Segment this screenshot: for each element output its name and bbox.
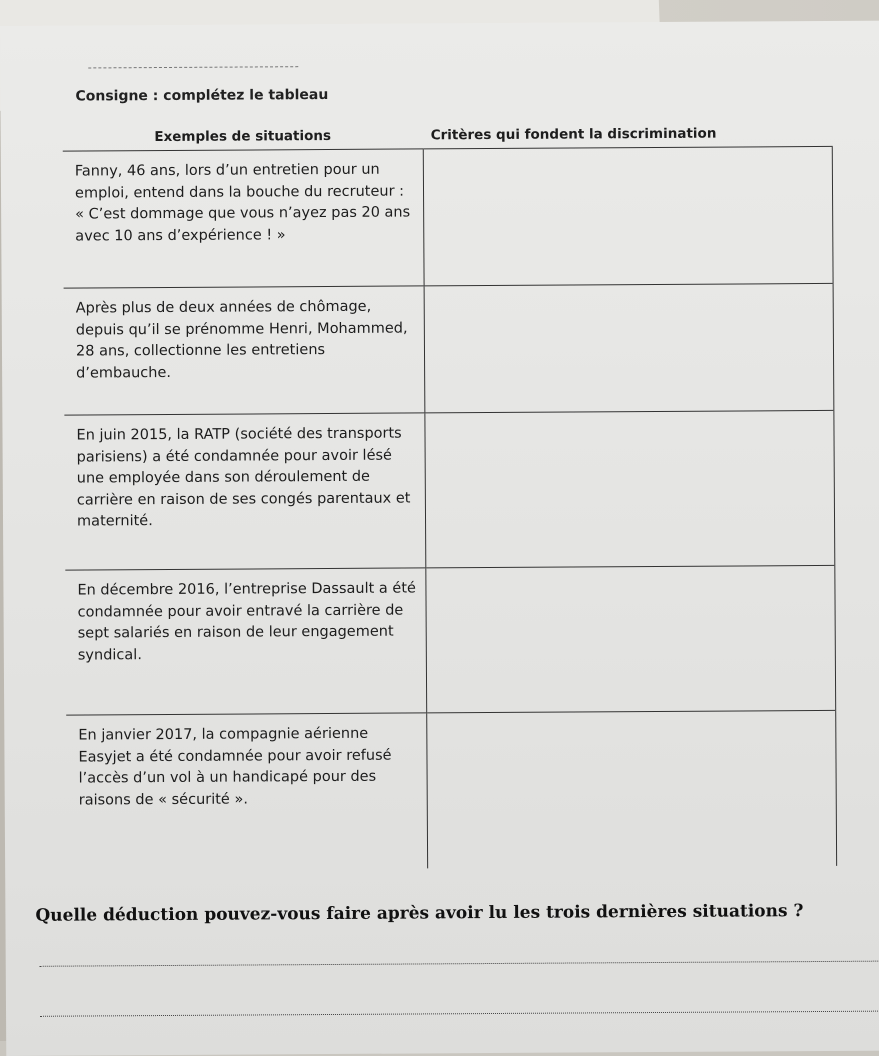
instruction-text: Consigne : complétez le tableau bbox=[75, 86, 329, 105]
table-row bbox=[64, 283, 834, 415]
table-row bbox=[66, 710, 836, 870]
critere-cell[interactable] bbox=[424, 410, 834, 567]
header-criteres: Critères qui fondent la discrimination bbox=[423, 120, 833, 149]
situation-cell: En juin 2015, la RATP (société des transports parisiens) a été condamnée pour avoir lésé une employée dans son déroulement de carrière en raison de ses congés parentaux et maternité. bbox=[64, 413, 425, 570]
critere-cell[interactable] bbox=[425, 565, 835, 712]
critere-cell[interactable] bbox=[426, 710, 836, 867]
table-row bbox=[63, 146, 833, 288]
top-dashed-line bbox=[88, 66, 298, 68]
discrimination-table bbox=[63, 120, 838, 870]
table-row bbox=[64, 410, 834, 570]
situation-cell: Fanny, 46 ans, lors d’un entretien pour un emploi, entend dans la bouche du recruteur : « C’est dommage que vous n’ayez pas 20 ans avec 10 ans d’expérience ! » bbox=[63, 149, 424, 288]
header-situations: Exemples de situations bbox=[63, 122, 423, 151]
answer-line[interactable] bbox=[40, 1011, 879, 1017]
situation-cell: En décembre 2016, l’entreprise Dassault a été condamnée pour avoir entravé la carrière de sept salariés en raison de leur engagement syndical. bbox=[65, 568, 426, 715]
situation-cell: Après plus de deux années de chômage, depuis qu’il se prénomme Henri, Mohammed, 28 ans, collectionne les entretiens d’embauche. bbox=[64, 286, 425, 415]
answer-line[interactable] bbox=[40, 961, 879, 967]
worksheet bbox=[0, 21, 879, 1056]
situation-cell: En janvier 2017, la compagnie aérienne Easyjet a été condamnée pour avoir refusé l’accès d’un vol à un handicapé pour des raisons de « sécurité ». bbox=[66, 713, 427, 870]
table-row bbox=[65, 565, 835, 715]
critere-cell[interactable] bbox=[424, 283, 834, 412]
critere-cell[interactable] bbox=[423, 146, 833, 285]
question-text: Quelle déduction pouvez-vous faire après avoir lu les trois dernières situations ? bbox=[35, 901, 804, 926]
